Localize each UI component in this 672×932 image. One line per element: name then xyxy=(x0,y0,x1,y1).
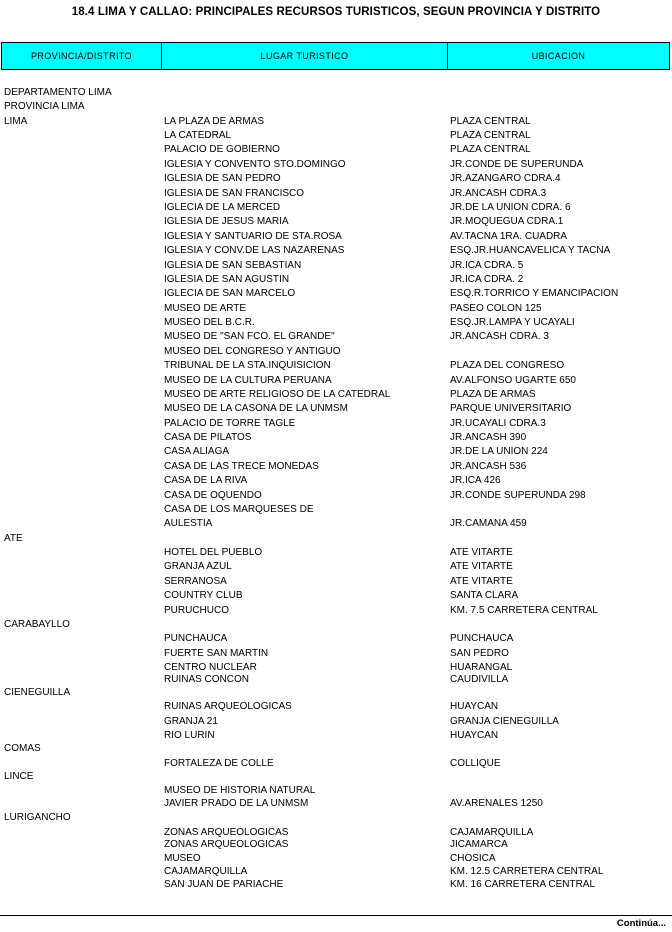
lugar-turistico-cell: SAN JUAN DE PARIACHE xyxy=(164,879,284,890)
lugar-turistico-cell: PUNCHAUCA xyxy=(164,633,228,644)
provincia-distrito-cell: ATE xyxy=(4,533,23,544)
ubicacion-cell: JR.CONDE SUPERUNDA 298 xyxy=(450,490,586,501)
lugar-turistico-cell: FUERTE SAN MARTIN xyxy=(164,648,269,659)
lugar-turistico-cell: SERRANOSA xyxy=(164,576,227,587)
lugar-turistico-cell: MUSEO xyxy=(164,853,201,864)
ubicacion-cell: CHOSICA xyxy=(450,853,496,864)
ubicacion-cell: PLAZA CENTRAL xyxy=(450,130,531,141)
table-row xyxy=(0,604,672,618)
lugar-turistico-cell: IGLESIA DE JESUS MARIA xyxy=(164,216,289,227)
ubicacion-cell: KM. 16 CARRETERA CENTRAL xyxy=(450,879,596,890)
table-row xyxy=(0,503,672,517)
lugar-turistico-cell: CAJAMARQUILLA xyxy=(164,866,248,877)
ubicacion-cell: AV.TACNA 1RA. CUADRA xyxy=(450,231,568,242)
ubicacion-cell: PLAZA CENTRAL xyxy=(450,144,531,155)
provincia-distrito-cell: LIMA xyxy=(4,116,28,127)
lugar-turistico-cell: CASA DE LA RIVA xyxy=(164,475,248,486)
table-row xyxy=(0,784,672,798)
header-ubicacion: UBICACION xyxy=(531,51,586,61)
ubicacion-cell: JR.MOQUEGUA CDRA.1 xyxy=(450,216,564,227)
table-row xyxy=(0,729,672,743)
lugar-turistico-cell: PALACIO DE GOBIERNO xyxy=(164,144,280,155)
table-row xyxy=(0,560,672,574)
table-row xyxy=(0,143,672,157)
table-row xyxy=(0,474,672,488)
ubicacion-cell: JR.CONDE DE SUPERUNDA xyxy=(450,159,584,170)
ubicacion-cell: HUAYCAN xyxy=(450,730,499,741)
table-row xyxy=(0,302,672,316)
footer-divider xyxy=(0,915,672,916)
ubicacion-cell: JR.ICA CDRA. 5 xyxy=(450,260,524,271)
lugar-turistico-cell: IGLECIA DE SAN MARCELO xyxy=(164,288,296,299)
ubicacion-cell: PLAZA CENTRAL xyxy=(450,116,531,127)
lugar-turistico-cell: MUSEO DE HISTORIA NATURAL xyxy=(164,785,316,796)
table-row xyxy=(0,215,672,229)
ubicacion-cell: ESQ.JR.HUANCAVELICA Y TACNA xyxy=(450,245,611,256)
ubicacion-cell: ATE VITARTE xyxy=(450,561,513,572)
table-row xyxy=(0,811,672,825)
ubicacion-cell: PLAZA DEL CONGRESO xyxy=(450,360,565,371)
lugar-turistico-cell: CASA DE PILATOS xyxy=(164,432,252,443)
ubicacion-cell: ESQ.JR.LAMPA Y UCAYALI xyxy=(450,317,575,328)
ubicacion-cell: COLLIQUE xyxy=(450,758,501,769)
lugar-turistico-cell: MUSEO DE ARTE xyxy=(164,303,247,314)
table-row xyxy=(0,158,672,172)
table-row xyxy=(0,172,672,186)
ubicacion-cell: JICAMARCA xyxy=(450,839,508,850)
ubicacion-cell: JR.ANCASH 536 xyxy=(450,461,527,472)
table-row xyxy=(0,589,672,603)
lugar-turistico-cell: MUSEO DE "SAN FCO. EL GRANDE" xyxy=(164,331,335,342)
lugar-turistico-cell: MUSEO DE LA CULTURA PERUANA xyxy=(164,375,332,386)
table-row xyxy=(0,359,672,373)
lugar-turistico-cell: GRANJA AZUL xyxy=(164,561,232,572)
table-row xyxy=(0,86,672,100)
table-row xyxy=(0,100,672,114)
ubicacion-cell: ESQ.R.TORRICO Y EMANCIPACION xyxy=(450,288,619,299)
ubicacion-cell: KM. 7.5 CARRETERA CENTRAL xyxy=(450,605,598,616)
lugar-turistico-cell: CASA DE OQUENDO xyxy=(164,490,262,501)
table-row xyxy=(0,230,672,244)
table-row xyxy=(0,460,672,474)
ubicacion-cell: AV.ARENALES 1250 xyxy=(450,798,543,809)
lugar-turistico-cell: COUNTRY CLUB xyxy=(164,590,243,601)
table-row xyxy=(0,244,672,258)
ubicacion-cell: JR.ANCASH CDRA.3 xyxy=(450,188,547,199)
table-row xyxy=(0,201,672,215)
table-header xyxy=(1,42,670,70)
table-row xyxy=(0,878,672,892)
ubicacion-cell: HUARANGAL xyxy=(450,662,513,673)
lugar-turistico-cell: TRIBUNAL DE LA STA.INQUISICION xyxy=(164,360,331,371)
lugar-turistico-cell: PALACIO DE TORRE TAGLE xyxy=(164,418,296,429)
ubicacion-cell: PUNCHAUCA xyxy=(450,633,514,644)
table-row xyxy=(0,673,672,687)
lugar-turistico-cell: CASA ALIAGA xyxy=(164,446,230,457)
table-row xyxy=(0,445,672,459)
ubicacion-cell: PLAZA DE ARMAS xyxy=(450,389,536,400)
lugar-turistico-cell: RUINAS CONCON xyxy=(164,674,250,685)
header-provincia-distrito: PROVINCIA/DISTRITO xyxy=(2,43,162,69)
table-row xyxy=(0,273,672,287)
table-row xyxy=(0,700,672,714)
lugar-turistico-cell: IGLESIA DE SAN PEDRO xyxy=(164,173,281,184)
provincia-distrito-cell: PROVINCIA LIMA xyxy=(4,101,85,112)
ubicacion-cell: ATE VITARTE xyxy=(450,576,513,587)
table-row xyxy=(0,287,672,301)
table-row xyxy=(0,852,672,866)
table-row xyxy=(0,546,672,560)
ubicacion-cell: KM. 12.5 CARRETERA CENTRAL xyxy=(450,866,604,877)
provincia-distrito-cell: LURIGANCHO xyxy=(4,812,71,823)
lugar-turistico-cell: IGLESIA DE SAN SEBASTIAN xyxy=(164,260,302,271)
ubicacion-cell: JR.ANCASH CDRA. 3 xyxy=(450,331,549,342)
provincia-distrito-cell: LINCE xyxy=(4,771,34,782)
lugar-turistico-cell: CASA DE LAS TRECE MONEDAS xyxy=(164,461,319,472)
continua-label: Continúa... xyxy=(616,918,666,929)
ubicacion-cell: JR.ICA CDRA. 2 xyxy=(450,274,524,285)
table-row xyxy=(0,532,672,546)
ubicacion-cell: SANTA CLARA xyxy=(450,590,519,601)
provincia-distrito-cell: CARABAYLLO xyxy=(4,619,70,630)
ubicacion-cell: JR.DE LA UNION 224 xyxy=(450,446,548,457)
lugar-turistico-cell: CASA DE LOS MARQUESES DE xyxy=(164,504,314,515)
ubicacion-cell: JR.UCAYALI CDRA.3 xyxy=(450,418,546,429)
table-row xyxy=(0,431,672,445)
lugar-turistico-cell: MUSEO DE LA CASONA DE LA UNMSM xyxy=(164,403,348,414)
ubicacion-cell: JR.DE LA UNION CDRA. 6 xyxy=(450,202,571,213)
table-row xyxy=(0,647,672,661)
ubicacion-cell: PARQUE UNIVERSITARIO xyxy=(450,403,572,414)
table-row xyxy=(0,517,672,531)
lugar-turistico-cell: FORTALEZA DE COLLE xyxy=(164,758,274,769)
lugar-turistico-cell: IGLESIA Y SANTUARIO DE STA.ROSA xyxy=(164,231,342,242)
lugar-turistico-cell: MUSEO DEL B.C.R. xyxy=(164,317,255,328)
table-row xyxy=(0,402,672,416)
table-row xyxy=(0,686,672,700)
table-row xyxy=(0,129,672,143)
lugar-turistico-cell: LA PLAZA DE ARMAS xyxy=(164,116,265,127)
table-row xyxy=(0,115,672,129)
table-row xyxy=(0,187,672,201)
lugar-turistico-cell: IGLESIA Y CONVENTO STO.DOMINGO xyxy=(164,159,346,170)
lugar-turistico-cell: LA CATEDRAL xyxy=(164,130,232,141)
lugar-turistico-cell: MUSEO DEL CONGRESO Y ANTIGUO xyxy=(164,346,341,357)
lugar-turistico-cell: IGLESIA DE SAN FRANCISCO xyxy=(164,188,305,199)
lugar-turistico-cell: ZONAS ARQUEOLOGICAS xyxy=(164,827,289,838)
ubicacion-cell: ATE VITARTE xyxy=(450,547,513,558)
ubicacion-cell: GRANJA CIENEGUILLA xyxy=(450,716,559,727)
ubicacion-cell: HUAYCAN xyxy=(450,701,499,712)
ubicacion-cell: CAJAMARQUILLA xyxy=(450,827,534,838)
ubicacion-cell: AV.ALFONSO UGARTE 650 xyxy=(450,375,576,386)
lugar-turistico-cell: JAVIER PRADO DE LA UNMSM xyxy=(164,798,309,809)
table-row xyxy=(0,865,672,879)
provincia-distrito-cell: CIENEGUILLA xyxy=(4,687,71,698)
page-title: 18.4 LIMA Y CALLAO: PRINCIPALES RECURSOS TURISTICOS, SEGUN PROVINCIA Y DISTRITO xyxy=(71,6,601,18)
provincia-distrito-cell: COMAS xyxy=(4,743,41,754)
table-row xyxy=(0,345,672,359)
table-row xyxy=(0,770,672,784)
table-row xyxy=(0,330,672,344)
lugar-turistico-cell: GRANJA 21 xyxy=(164,716,218,727)
table-row xyxy=(0,259,672,273)
table-row xyxy=(0,618,672,632)
ubicacion-cell: PASEO COLON 125 xyxy=(450,303,542,314)
table-row xyxy=(0,374,672,388)
ubicacion-cell: SAN PEDRO xyxy=(450,648,509,659)
ubicacion-cell: JR.AZANGARO CDRA.4 xyxy=(450,173,561,184)
lugar-turistico-cell: AULESTIA xyxy=(164,518,213,529)
table-row xyxy=(0,742,672,756)
lugar-turistico-cell: RIO LURIN xyxy=(164,730,215,741)
header-lugar-turistico: LUGAR TURISTICO xyxy=(162,43,448,69)
lugar-turistico-cell: RUINAS ARQUEOLOGICAS xyxy=(164,701,292,712)
lugar-turistico-cell: ZONAS ARQUEOLOGICAS xyxy=(164,839,289,850)
lugar-turistico-cell: IGLESIA Y CONV.DE LAS NAZARENAS xyxy=(164,245,345,256)
table-row xyxy=(0,715,672,729)
ubicacion-cell: JR.ICA 426 xyxy=(450,475,501,486)
table-row xyxy=(0,838,672,852)
table-row xyxy=(0,388,672,402)
table-row xyxy=(0,316,672,330)
lugar-turistico-cell: HOTEL DEL PUEBLO xyxy=(164,547,263,558)
ubicacion-cell: CAUDIVILLA xyxy=(450,674,509,685)
table-row xyxy=(0,757,672,771)
lugar-turistico-cell: CENTRO NUCLEAR xyxy=(164,662,257,673)
lugar-turistico-cell: MUSEO DE ARTE RELIGIOSO DE LA CATEDRAL xyxy=(164,389,391,400)
table-row xyxy=(0,575,672,589)
ubicacion-cell: JR.CAMANA 459 xyxy=(450,518,527,529)
provincia-distrito-cell: DEPARTAMENTO LIMA xyxy=(4,87,112,98)
table-row xyxy=(0,797,672,811)
lugar-turistico-cell: PURUCHUCO xyxy=(164,605,229,616)
table-row xyxy=(0,417,672,431)
lugar-turistico-cell: IGLECIA DE LA MERCED xyxy=(164,202,281,213)
ubicacion-cell: JR.ANCASH 390 xyxy=(450,432,527,443)
table-row xyxy=(0,489,672,503)
table-row xyxy=(0,632,672,646)
lugar-turistico-cell: IGLESIA DE SAN AGUSTIN xyxy=(164,274,290,285)
